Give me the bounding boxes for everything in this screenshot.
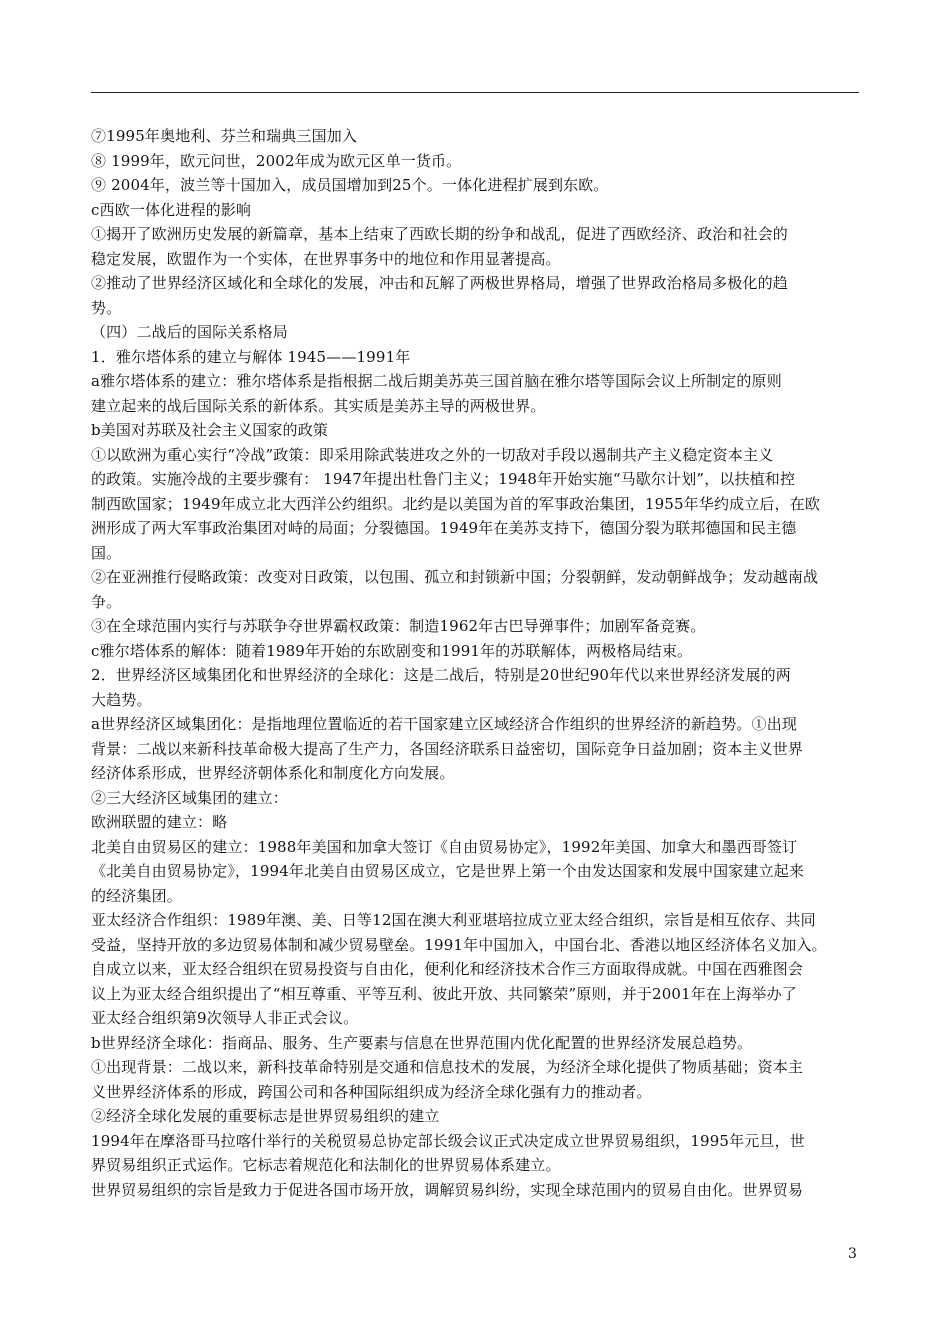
text-line: 2．世界经济区域集团化和世界经济的全球化：这是二战后，特别是20世纪90年代以来世界经济发展的两 [91,666,791,684]
text-line: 势。 [91,298,122,317]
page-number: 3 [848,1246,857,1262]
text-line: 大趋势。 [91,690,152,709]
text-line: a世界经济区域集团化：是指地理位置临近的若干国家建立区域经济合作组织的世界经济的新趋势。①出现 [91,715,797,733]
text-line: 1994年在摩洛哥马拉喀什举行的关税贸易总协定部长级会议正式决定成立世界贸易组织，1995年元旦，世 [91,1131,805,1150]
text-line: 世界贸易组织的宗旨是致力于促进各国市场开放，调解贸易纠纷，实现全球范围内的贸易自由化。世界贸易 [91,1180,804,1199]
text-line: 界贸易组织正式运作。它标志着规范化和法制化的世界贸易体系建立。 [91,1156,561,1174]
text-line: a雅尔塔体系的建立：雅尔塔体系是指根据二战后期美苏英三国首脑在雅尔塔等国际会议上所制定的原则 [91,372,782,390]
text-line: ②在亚洲推行侵略政策：改变对日政策，以包围、孤立和封锁新中国；分裂朝鲜，发动朝鲜战争；发动越南战 [91,568,819,586]
text-line: 议上为亚太经合组织提出了“相互尊重、平等互利、彼此开放、共同繁荣”原则，并于2001年在上海举办了 [91,984,797,1003]
text-line: ①揭开了欧洲历史发展的新篇章，基本上结束了西欧长期的纷争和战乱，促进了西欧经济、政治和社会的 [91,225,788,243]
text-line: 背景：二战以来新科技革命极大提高了生产力，各国经济联系日益密切，国际竞争日益加剧；资本主义世界 [91,739,804,758]
text-line: 制西欧国家；1949年成立北大西洋公约组织。北约是以美国为首的军事政治集团，1955年华约成立后，在欧 [91,494,821,513]
text-line: 北美自由贸易区的建立：1988年美国和加拿大签订《自由贸易协定》，1992年美国、加拿大和墨西哥签订 [91,837,798,856]
text-line: 《北美自由贸易协定》，1994年北美自由贸易区成立，它是世界上第一个由发达国家和发展中国家建立起来 [91,862,805,880]
text-line: 洲形成了两大军事政治集团对峙的局面；分裂德国。1949年在美苏支持下，德国分裂为联邦德国和民主德 [91,519,797,537]
text-line: ②三大经济区域集团的建立： [91,788,288,807]
text-line: 的政策。实施冷战的主要步骤有： 1947年提出杜鲁门主义；1948年开始实施“马歇尔计划”，以扶植和控 [91,470,796,488]
text-line: ⑨ 2004年，波兰等十国加入，成员国增加到25个。一体化进程扩展到东欧。 [91,176,609,194]
text-line: ⑧ 1999年，欧元问世，2002年成为欧元区单一货币。 [91,151,462,170]
document-body [91,124,861,1202]
text-line: b世界经济全球化：指商品、服务、生产要素与信息在世界范围内优化配置的世界经济发展总趋势。 [91,1033,753,1052]
text-line: 自成立以来，亚太经合组织在贸易投资与自由化，便利化和经济技术合作三方面取得成就。中国在西雅图会 [91,960,804,978]
text-line: 争。 [91,592,122,611]
text-line: 义世界经济体系的形成，跨国公司和各种国际组织成为经济全球化强有力的推动者。 [91,1082,652,1101]
text-line: 经济体系形成，世界经济朝体系化和制度化方向发展。 [91,764,455,782]
text-line: 的经济集团。 [91,886,182,905]
text-line: ①以欧洲为重心实行“冷战”政策：即采用除武装进攻之外的一切敌对手段以遏制共产主义稳定资本主义 [91,445,774,464]
text-line: 国。 [91,543,122,562]
text-line: ②推动了世界经济区域化和全球化的发展，冲击和瓦解了两极世界格局，增强了世界政治格局多极化的趋 [91,274,788,292]
text-line: 受益，坚持开放的多边贸易体制和减少贸易壁垒。1991年中国加入，中国台北、香港以地区经济体名义加入。 [91,935,827,954]
text-line: ③在全球范围内实行与苏联争夺世界霸权政策：制造1962年古巴导弹事件；加剧军备竞赛。 [91,617,706,635]
text-line: 1．雅尔塔体系的建立与解体 1945——1991年 [91,347,411,366]
text-line: 建立起来的战后国际关系的新体系。其实质是美苏主导的两极世界。 [91,396,546,415]
text-line: b美国对苏联及社会主义国家的政策 [91,421,329,439]
text-line: c西欧一体化进程的影响 [91,200,252,219]
text-line: 亚太经济合作组织：1989年澳、美、日等12国在澳大利亚堪培拉成立亚太经合组织，宗旨是相互依存、共同 [91,911,816,929]
text-line: c雅尔塔体系的解体：随着1989年开始的东欧剧变和1991年的苏联解体，两极格局结束。 [91,641,693,660]
text-line: ⑦1995年奥地利、芬兰和瑞典三国加入 [91,127,358,145]
text-line: 亚太经合组织第9次领导人非正式会议。 [91,1009,359,1027]
text-line: 欧洲联盟的建立：略 [91,813,228,831]
text-line: （四）二战后的国际关系格局 [91,323,288,341]
text-line: 稳定发展，欧盟作为一个实体，在世界事务中的地位和作用显著提高。 [91,249,561,268]
text-line: ①出现背景：二战以来，新科技革命特别是交通和信息技术的发展，为经济全球化提供了物质基础；资本主 [91,1058,804,1076]
text-line: ②经济全球化发展的重要标志是世界贸易组织的建立 [91,1107,440,1125]
header-rule [91,92,859,93]
